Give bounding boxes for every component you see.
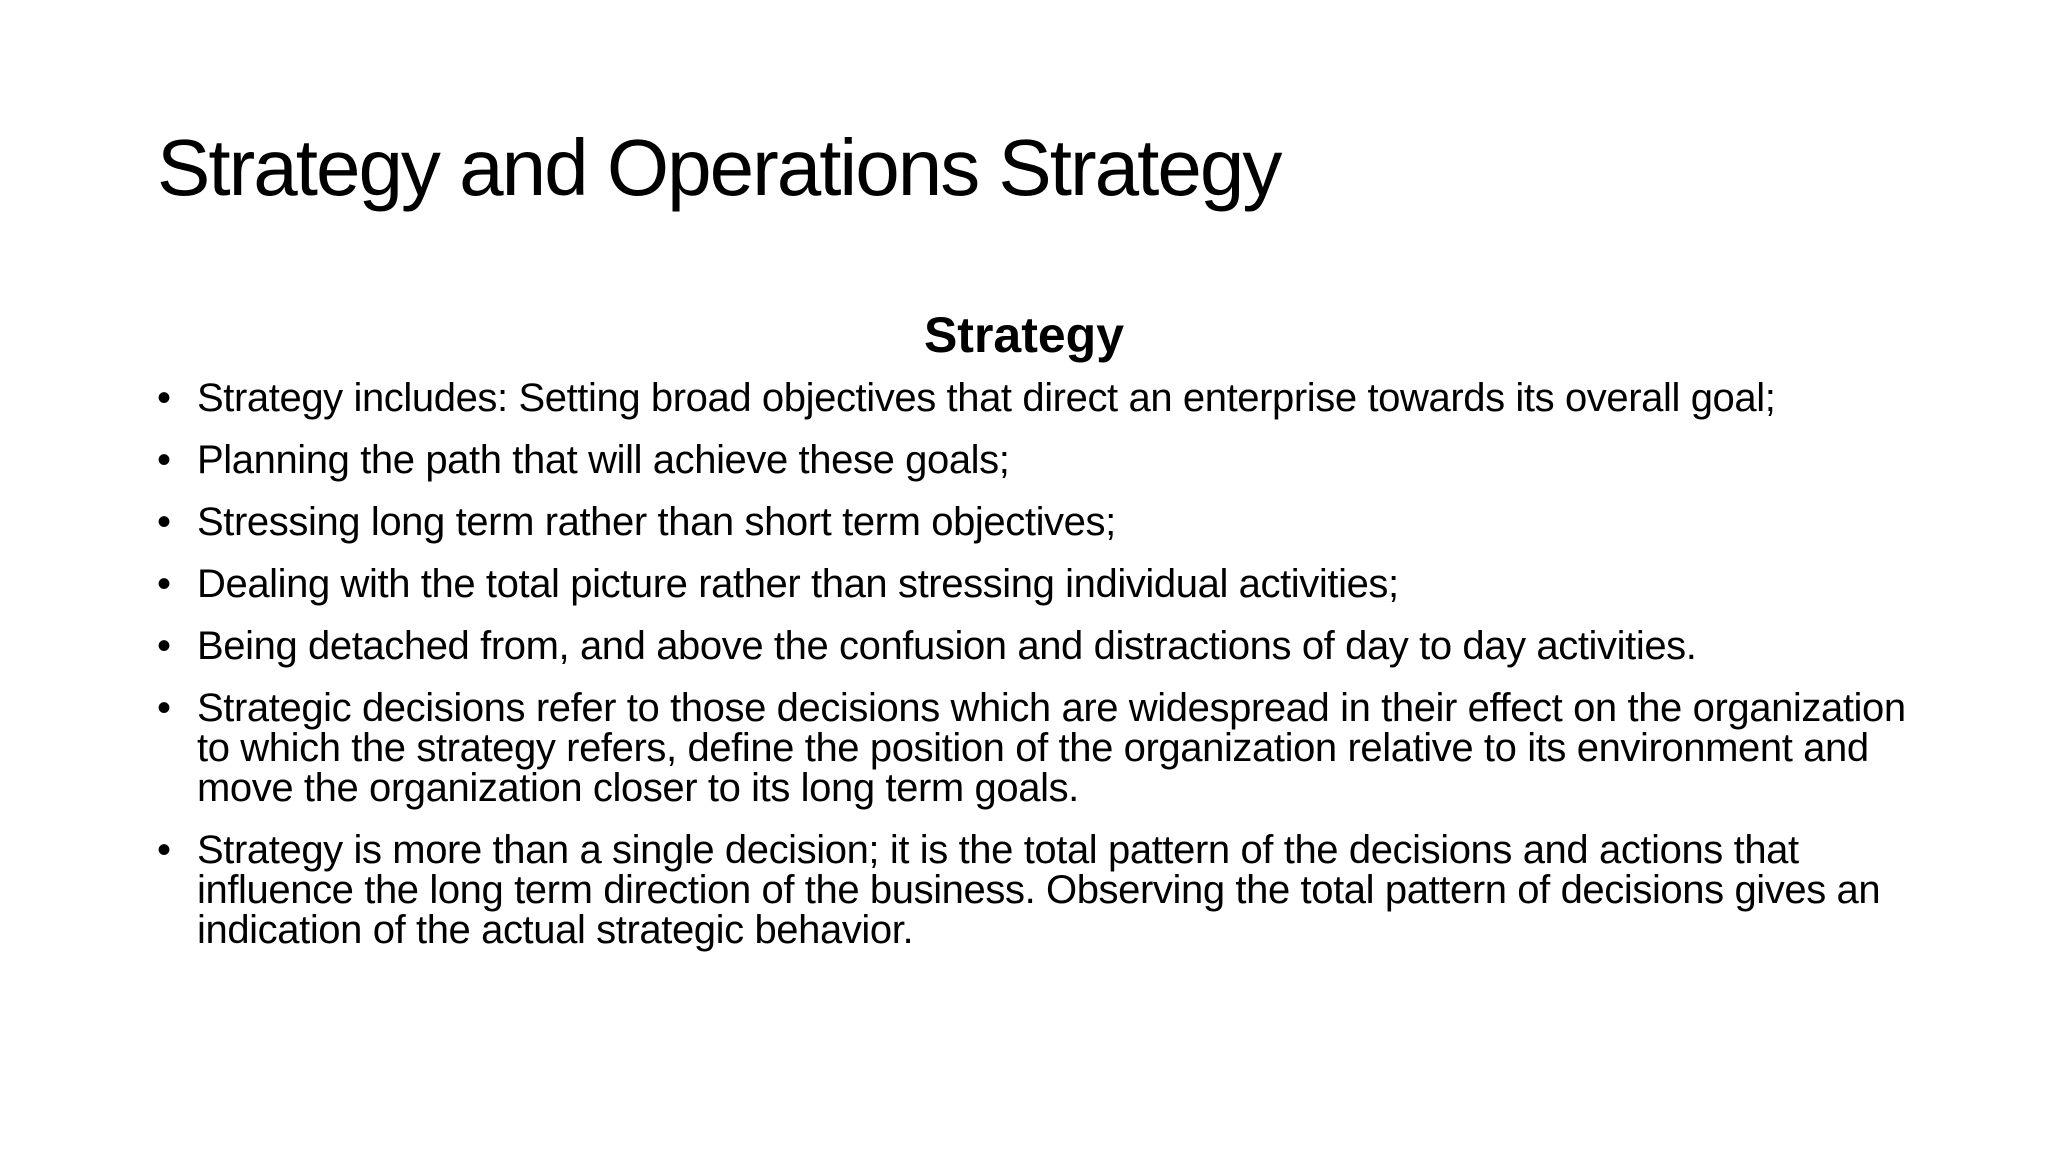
bullet-item-7 [157, 830, 1917, 950]
bullet-text: Dealing with the total picture rather than stressing individual activities; [197, 562, 1399, 606]
bullet-point-icon: • [157, 828, 171, 872]
bullet-text: Planning the path that will achieve these goals; [197, 438, 1010, 482]
bullet-text: Strategy includes: Setting broad objectives that direct an enterprise towards its overall goal; [197, 376, 1776, 420]
bullet-item-2 [157, 440, 1917, 480]
bullet-item-6 [157, 688, 1917, 808]
section-heading: Strategy [923, 307, 1125, 363]
bullet-point-icon: • [157, 562, 171, 606]
bullet-text: Being detached from, and above the confusion and distractions of day to day activities. [197, 624, 1697, 668]
bullet-point-icon: • [157, 376, 171, 420]
bullet-point-icon: • [157, 624, 171, 668]
bullet-point-icon: • [157, 438, 171, 482]
bullet-item-5 [157, 626, 1917, 666]
bullet-item-3 [157, 502, 1917, 542]
bullet-item-4 [157, 564, 1917, 604]
bullet-text: Strategy is more than a single decision; it is the total pattern of the decisions and actions that influence the long term direction of the business. Observing the total pattern of decisions gives an indication of the actual strategic behavior. [197, 828, 1881, 952]
bullet-text: Stressing long term rather than short term objectives; [197, 500, 1116, 544]
bullet-point-icon: • [157, 500, 171, 544]
bullet-item-1 [157, 378, 1917, 418]
bullet-text: Strategic decisions refer to those decisions which are widespread in their effect on the organization to which the strategy refers, define the position of the organization relative to its environment and move the organization closer to its long term goals. [197, 686, 1906, 810]
bullet-point-icon: • [157, 686, 171, 730]
slide-title: Strategy and Operations Strategy [157, 123, 1281, 212]
bullet-list [157, 378, 1917, 972]
